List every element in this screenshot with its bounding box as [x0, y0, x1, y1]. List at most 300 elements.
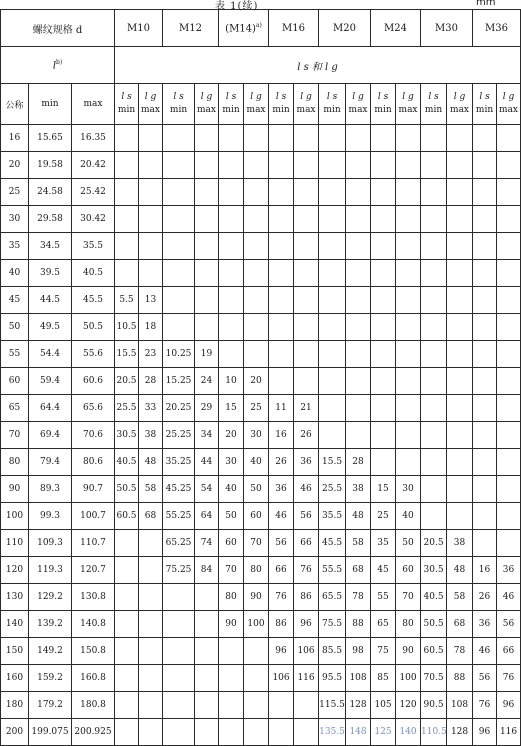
lg-max-cell: [195, 692, 219, 719]
max-length-cell: 65.6: [72, 395, 115, 422]
lg-max-cell: 116: [497, 719, 521, 746]
lg-max-cell: 116: [294, 665, 319, 692]
ls-min-header: l s min: [269, 84, 294, 125]
lg-max-cell: [195, 287, 219, 314]
nominal-length-cell: 200: [1, 719, 29, 746]
lg-max-cell: [195, 611, 219, 638]
lg-max-cell: 40: [244, 449, 269, 476]
table-row: [1, 368, 521, 395]
ls-min-cell: 30.5: [115, 422, 139, 449]
lg-max-cell: [139, 584, 163, 611]
ls-min-cell: [421, 233, 447, 260]
ls-min-header: l s min: [473, 84, 497, 125]
ls-min-cell: [115, 233, 139, 260]
ls-min-cell: 90.5: [421, 692, 447, 719]
table-body: [1, 125, 521, 746]
lg-max-cell: 60: [396, 557, 421, 584]
ls-min-cell: [319, 260, 346, 287]
lg-max-cell: [195, 665, 219, 692]
ls-min-cell: [269, 233, 294, 260]
ls-min-header: l s min: [115, 84, 139, 125]
ls-min-cell: [371, 287, 396, 314]
lg-max-cell: [396, 260, 421, 287]
max-length-cell: 50.5: [72, 314, 115, 341]
nominal-length-cell: 110: [1, 530, 29, 557]
max-length-cell: 110.7: [72, 530, 115, 557]
ls-min-cell: [219, 260, 244, 287]
max-length-cell: 180.8: [72, 692, 115, 719]
ls-min-cell: [473, 449, 497, 476]
ls-min-cell: [163, 314, 195, 341]
ls-min-cell: [473, 260, 497, 287]
ls-min-cell: [319, 287, 346, 314]
ls-min-cell: [473, 206, 497, 233]
ls-min-cell: [473, 233, 497, 260]
ls-min-cell: 26: [269, 449, 294, 476]
table-row: [1, 719, 521, 746]
lg-max-cell: 80: [396, 611, 421, 638]
lg-max-cell: [244, 233, 269, 260]
ls-min-cell: 106: [269, 665, 294, 692]
lg-max-cell: 48: [139, 449, 163, 476]
ls-min-cell: 56: [473, 665, 497, 692]
lg-max-cell: 140: [396, 719, 421, 746]
lg-max-cell: [497, 530, 521, 557]
lg-max-cell: 60: [244, 503, 269, 530]
nominal-length-cell: 35: [1, 233, 29, 260]
ls-min-cell: [163, 206, 195, 233]
ls-min-cell: 16: [269, 422, 294, 449]
ls-min-cell: 5.5: [115, 287, 139, 314]
ls-min-cell: [219, 341, 244, 368]
lg-max-cell: [139, 665, 163, 692]
lg-max-cell: 30: [244, 422, 269, 449]
table-row: [1, 476, 521, 503]
lg-max-cell: 40: [396, 503, 421, 530]
lg-max-cell: [139, 638, 163, 665]
lg-max-header: l g max: [497, 84, 521, 125]
ls-min-cell: [163, 233, 195, 260]
lg-max-cell: [497, 125, 521, 152]
ls-min-cell: 35: [371, 530, 396, 557]
lg-max-cell: [195, 314, 219, 341]
ls-min-cell: [473, 152, 497, 179]
lg-max-cell: [396, 179, 421, 206]
min-length-cell: 39.5: [29, 260, 72, 287]
lg-max-cell: [346, 125, 371, 152]
ls-min-cell: 65.25: [163, 530, 195, 557]
max-length-cell: 120.7: [72, 557, 115, 584]
nominal-length-cell: 40: [1, 260, 29, 287]
ls-min-cell: [269, 692, 294, 719]
ls-min-cell: 65: [371, 611, 396, 638]
min-length-cell: 129.2: [29, 584, 72, 611]
ls-min-cell: [371, 179, 396, 206]
lg-max-cell: 26: [294, 422, 319, 449]
lg-max-cell: [497, 233, 521, 260]
ls-min-cell: [473, 314, 497, 341]
lg-max-cell: [447, 233, 473, 260]
lg-max-cell: [294, 341, 319, 368]
lg-max-cell: [497, 395, 521, 422]
lg-max-cell: [195, 233, 219, 260]
lg-max-cell: [195, 152, 219, 179]
lg-max-cell: [396, 206, 421, 233]
ls-min-cell: [473, 476, 497, 503]
ls-min-cell: 85: [371, 665, 396, 692]
ls-min-cell: 75: [371, 638, 396, 665]
lg-max-cell: 44: [195, 449, 219, 476]
ls-min-cell: 60: [219, 530, 244, 557]
max-length-cell: 30.42: [72, 206, 115, 233]
ls-min-cell: [219, 665, 244, 692]
ls-min-cell: [421, 368, 447, 395]
table-row: [1, 557, 521, 584]
min-header: min: [29, 84, 72, 125]
lg-max-cell: 96: [294, 611, 319, 638]
lg-max-cell: [396, 314, 421, 341]
min-length-cell: 59.4: [29, 368, 72, 395]
lg-max-cell: [139, 692, 163, 719]
ls-min-cell: 26: [473, 584, 497, 611]
ls-min-cell: [219, 179, 244, 206]
lg-max-cell: 58: [447, 584, 473, 611]
ls-min-cell: 15: [219, 395, 244, 422]
lg-max-cell: [294, 125, 319, 152]
lg-max-cell: [244, 719, 269, 746]
min-length-cell: 19.58: [29, 152, 72, 179]
ls-min-cell: [421, 476, 447, 503]
ls-min-cell: 45.25: [163, 476, 195, 503]
lg-max-cell: 56: [294, 503, 319, 530]
max-length-cell: 45.5: [72, 287, 115, 314]
ls-min-cell: [319, 368, 346, 395]
size-header-m24: M24: [371, 10, 421, 47]
lg-max-cell: [447, 287, 473, 314]
lg-max-cell: [139, 260, 163, 287]
ls-min-cell: [371, 368, 396, 395]
lg-max-cell: [195, 584, 219, 611]
nominal-length-cell: 45: [1, 287, 29, 314]
lg-max-cell: [139, 557, 163, 584]
ls-min-cell: 40.5: [421, 584, 447, 611]
min-length-cell: 34.5: [29, 233, 72, 260]
min-length-cell: 199.075: [29, 719, 72, 746]
max-length-cell: 20.42: [72, 152, 115, 179]
lg-max-cell: [497, 476, 521, 503]
lg-max-cell: 28: [139, 368, 163, 395]
lg-max-cell: [346, 206, 371, 233]
lg-max-cell: [294, 368, 319, 395]
max-length-cell: 60.6: [72, 368, 115, 395]
lg-max-cell: [447, 341, 473, 368]
lg-max-cell: [294, 152, 319, 179]
nominal-length-cell: 16: [1, 125, 29, 152]
ls-min-cell: [219, 152, 244, 179]
ls-min-cell: [421, 152, 447, 179]
ls-min-cell: [473, 125, 497, 152]
lg-max-cell: 20: [244, 368, 269, 395]
max-length-cell: 55.6: [72, 341, 115, 368]
ls-min-cell: [421, 422, 447, 449]
lg-max-cell: 98: [346, 638, 371, 665]
lg-max-cell: 29: [195, 395, 219, 422]
ls-min-cell: 76: [473, 692, 497, 719]
nominal-length-cell: 50: [1, 314, 29, 341]
ls-min-header: l s min: [319, 84, 346, 125]
lg-max-cell: 84: [195, 557, 219, 584]
m14-footnote-mark: a): [255, 21, 262, 29]
lg-max-cell: 128: [346, 692, 371, 719]
ls-min-cell: 76: [269, 584, 294, 611]
lg-max-cell: [447, 395, 473, 422]
lg-max-cell: 90: [396, 638, 421, 665]
ls-min-cell: [319, 422, 346, 449]
ls-min-cell: [319, 125, 346, 152]
lg-max-cell: [396, 287, 421, 314]
lg-max-cell: 108: [447, 692, 473, 719]
table-row: [1, 638, 521, 665]
ls-min-cell: 86: [269, 611, 294, 638]
size-header-m14: $(M14)^{a)}$: [219, 10, 269, 47]
lg-max-cell: [497, 368, 521, 395]
ls-min-cell: [371, 422, 396, 449]
ls-lg-header: l s 和 l g: [115, 47, 521, 84]
ls-min-cell: 70.5: [421, 665, 447, 692]
table-row: [1, 665, 521, 692]
ls-min-cell: [319, 179, 346, 206]
ls-min-cell: [269, 719, 294, 746]
max-length-cell: 40.5: [72, 260, 115, 287]
ls-min-cell: [319, 206, 346, 233]
lg-max-cell: [447, 476, 473, 503]
ls-min-cell: 125: [371, 719, 396, 746]
nominal-length-cell: 70: [1, 422, 29, 449]
ls-min-cell: [319, 314, 346, 341]
lg-max-cell: [497, 503, 521, 530]
max-length-cell: 160.8: [72, 665, 115, 692]
nominal-length-cell: 80: [1, 449, 29, 476]
ls-min-cell: [163, 125, 195, 152]
lg-max-header: l g max: [244, 84, 269, 125]
ls-min-cell: [115, 665, 139, 692]
lg-max-cell: 46: [497, 584, 521, 611]
ls-min-cell: [219, 692, 244, 719]
table-row: [1, 584, 521, 611]
lg-max-header: l g max: [139, 84, 163, 125]
max-length-cell: 25.42: [72, 179, 115, 206]
ls-min-cell: [421, 395, 447, 422]
lg-max-cell: 80: [244, 557, 269, 584]
lg-max-header: l g max: [195, 84, 219, 125]
lg-max-cell: 48: [346, 503, 371, 530]
ls-min-cell: [163, 260, 195, 287]
lg-max-cell: [497, 449, 521, 476]
max-header: max: [72, 84, 115, 125]
ls-min-cell: [421, 179, 447, 206]
min-length-cell: 89.3: [29, 476, 72, 503]
ls-min-cell: [115, 152, 139, 179]
nominal-length-cell: 60: [1, 368, 29, 395]
lg-max-cell: 38: [447, 530, 473, 557]
ls-min-cell: [473, 287, 497, 314]
ls-min-cell: [163, 665, 195, 692]
lg-max-cell: [139, 719, 163, 746]
l-header: $l^{b)}$: [1, 47, 115, 84]
lg-max-cell: [294, 692, 319, 719]
max-length-cell: 140.8: [72, 611, 115, 638]
ls-min-cell: 20.5: [115, 368, 139, 395]
lg-max-cell: [244, 206, 269, 233]
table-row: [1, 233, 521, 260]
lg-max-cell: [396, 449, 421, 476]
lg-max-cell: [244, 152, 269, 179]
ls-min-cell: [163, 692, 195, 719]
ls-min-cell: 15.5: [115, 341, 139, 368]
table-row: [1, 260, 521, 287]
nominal-length-cell: 30: [1, 206, 29, 233]
ls-min-cell: [269, 206, 294, 233]
max-length-cell: 150.8: [72, 638, 115, 665]
lg-max-cell: [497, 314, 521, 341]
nominal-length-cell: 120: [1, 557, 29, 584]
lg-max-header: l g max: [294, 84, 319, 125]
max-length-cell: 130.8: [72, 584, 115, 611]
table-caption: [0, 0, 509, 12]
table-row: [1, 179, 521, 206]
ls-min-cell: 30.5: [421, 557, 447, 584]
lg-max-cell: [447, 422, 473, 449]
ls-min-cell: [269, 152, 294, 179]
ls-min-cell: [421, 206, 447, 233]
ls-min-cell: [371, 152, 396, 179]
lg-max-cell: [447, 368, 473, 395]
ls-min-cell: 25: [371, 503, 396, 530]
ls-min-cell: [115, 125, 139, 152]
min-length-cell: 54.4: [29, 341, 72, 368]
ls-min-cell: [269, 287, 294, 314]
ls-min-cell: [421, 449, 447, 476]
lg-max-header: l g max: [396, 84, 421, 125]
nominal-length-cell: 180: [1, 692, 29, 719]
lg-max-cell: [396, 422, 421, 449]
table-row: [1, 422, 521, 449]
lg-max-cell: 88: [447, 665, 473, 692]
lg-max-cell: [447, 449, 473, 476]
lg-max-cell: 25: [244, 395, 269, 422]
lg-max-cell: 128: [447, 719, 473, 746]
lg-max-cell: [139, 125, 163, 152]
lg-max-cell: [294, 314, 319, 341]
size-header-m20: M20: [319, 10, 371, 47]
nominal-length-cell: 55: [1, 341, 29, 368]
lg-max-cell: 50: [244, 476, 269, 503]
ls-min-cell: 25.5: [115, 395, 139, 422]
table-row: [1, 449, 521, 476]
ls-min-cell: [219, 233, 244, 260]
ls-min-cell: [371, 341, 396, 368]
max-length-cell: 200.925: [72, 719, 115, 746]
ls-min-cell: 65.5: [319, 584, 346, 611]
ls-min-cell: [319, 395, 346, 422]
lg-max-cell: 21: [294, 395, 319, 422]
lg-max-cell: [396, 341, 421, 368]
lg-max-cell: [244, 314, 269, 341]
lg-max-cell: 24: [195, 368, 219, 395]
ls-min-cell: [371, 233, 396, 260]
lg-max-cell: 68: [139, 503, 163, 530]
ls-min-cell: 35.25: [163, 449, 195, 476]
ls-min-cell: [473, 341, 497, 368]
lg-max-cell: [447, 152, 473, 179]
ls-min-cell: [269, 314, 294, 341]
lg-max-cell: [294, 719, 319, 746]
ls-min-cell: [473, 368, 497, 395]
lg-max-cell: 38: [139, 422, 163, 449]
lg-max-cell: 148: [346, 719, 371, 746]
lg-max-cell: 100: [244, 611, 269, 638]
ls-min-cell: 25.5: [319, 476, 346, 503]
ls-min-cell: [269, 341, 294, 368]
ls-min-header: l s min: [371, 84, 396, 125]
ls-min-cell: 11: [269, 395, 294, 422]
lg-max-cell: 36: [497, 557, 521, 584]
ls-min-cell: [319, 152, 346, 179]
lg-max-cell: 23: [139, 341, 163, 368]
ls-min-cell: [115, 179, 139, 206]
ls-min-cell: 20: [219, 422, 244, 449]
size-header-m12: M12: [163, 10, 219, 47]
ls-min-cell: [421, 503, 447, 530]
ls-min-cell: [115, 611, 139, 638]
lg-max-cell: [497, 179, 521, 206]
ls-min-cell: 25.25: [163, 422, 195, 449]
ls-min-cell: 70: [219, 557, 244, 584]
lg-max-cell: [396, 125, 421, 152]
ls-min-cell: [473, 395, 497, 422]
lg-max-cell: [497, 206, 521, 233]
ls-min-cell: [163, 584, 195, 611]
ls-min-cell: [115, 260, 139, 287]
lg-max-cell: 28: [346, 449, 371, 476]
ls-min-cell: 15.5: [319, 449, 346, 476]
lg-max-cell: [346, 233, 371, 260]
lg-max-cell: [346, 422, 371, 449]
lg-max-cell: [346, 314, 371, 341]
nominal-length-cell: 150: [1, 638, 29, 665]
lg-max-cell: [346, 341, 371, 368]
table-row: [1, 395, 521, 422]
ls-min-cell: 66: [269, 557, 294, 584]
ls-min-cell: 20.5: [421, 530, 447, 557]
lg-max-cell: [497, 260, 521, 287]
lg-max-cell: [294, 179, 319, 206]
ls-min-cell: [421, 260, 447, 287]
ls-min-cell: [421, 314, 447, 341]
size-header-m16: M16: [269, 10, 319, 47]
ls-min-cell: 15.25: [163, 368, 195, 395]
lg-max-cell: [497, 287, 521, 314]
table-row: [1, 692, 521, 719]
lg-max-cell: 58: [346, 530, 371, 557]
ls-min-cell: 110.5: [421, 719, 447, 746]
max-length-cell: 100.7: [72, 503, 115, 530]
lg-max-cell: [244, 125, 269, 152]
lg-max-cell: 46: [294, 476, 319, 503]
min-length-cell: 99.3: [29, 503, 72, 530]
ls-min-cell: 10: [219, 368, 244, 395]
nominal-length-cell: 160: [1, 665, 29, 692]
